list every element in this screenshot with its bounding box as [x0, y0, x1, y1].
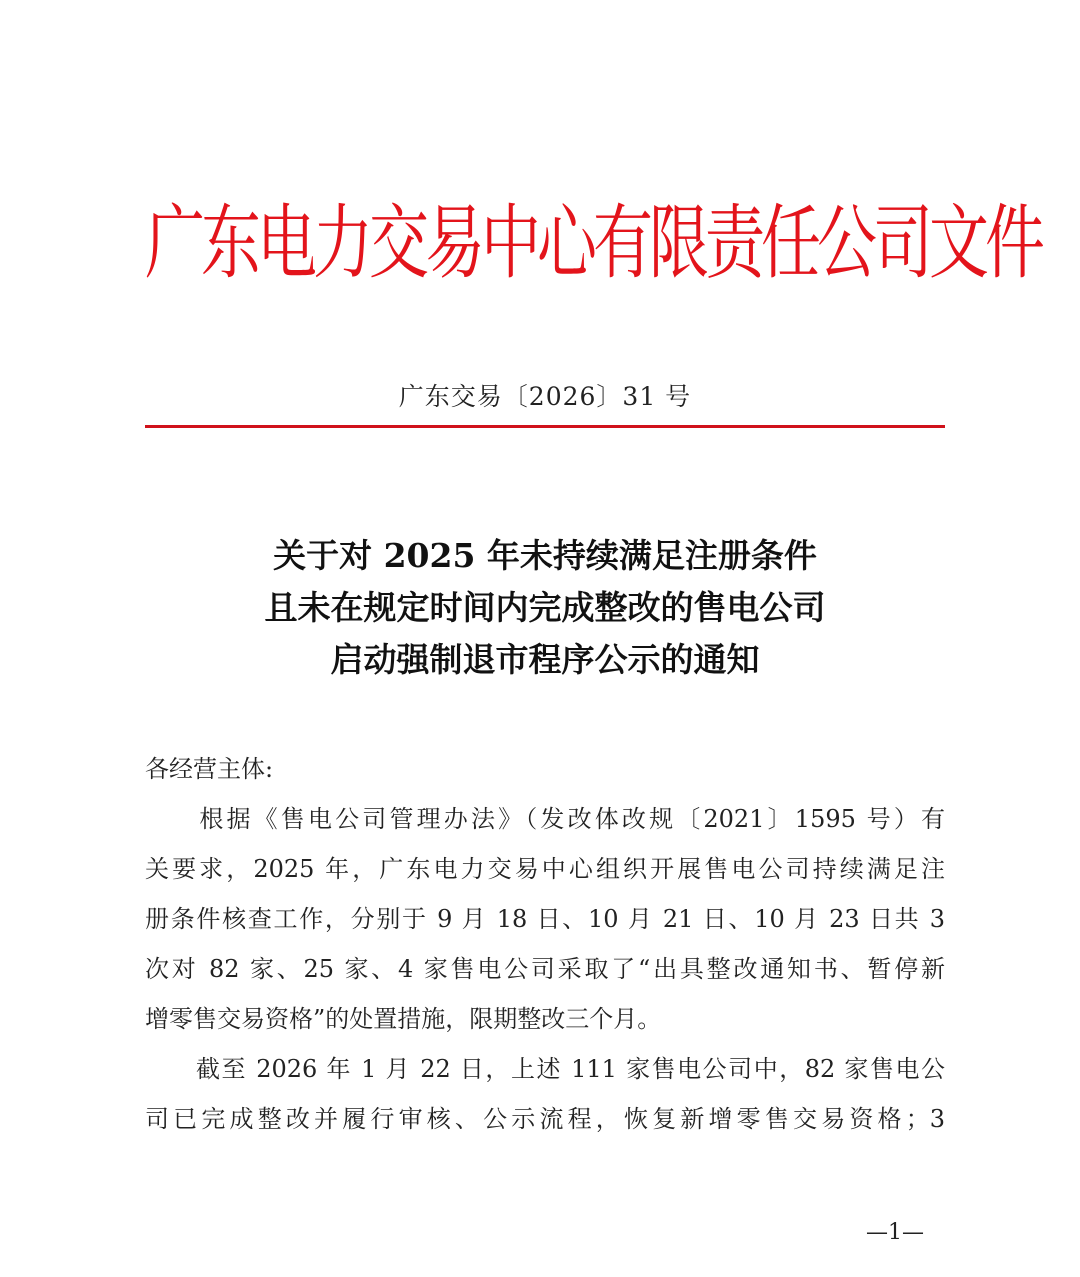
title-line-3: 启动强制退市程序公示的通知: [330, 640, 760, 679]
page-number: —1—: [866, 1220, 924, 1245]
body-line: 根据《售电公司管理办法》（发改体改规〔2021〕1595 号）有: [145, 805, 945, 833]
notice-title: [145, 530, 945, 686]
body-line: 截至 2026 年 1 月 22 日，上述 111 家售电公司中，82 家售电公: [145, 1055, 945, 1083]
body-line: 关要求，2025 年，广东电力交易中心组织开展售电公司持续满足注: [145, 855, 945, 883]
masthead-title: 广东电力交易中心有限责任公司文件: [145, 196, 1041, 292]
title-line-1: 关于对 2025 年未持续满足注册条件: [273, 536, 817, 575]
body-text: [145, 744, 945, 1144]
body-line: 司已完成整改并履行审核、公示流程，恢复新增零售交易资格；3: [145, 1105, 945, 1133]
body-line: 册条件核查工作，分别于 9 月 18 日、10 月 21 日、10 月 23 日共 3: [145, 905, 945, 933]
title-line-2: 且未在规定时间内完成整改的售电公司: [264, 588, 826, 627]
body-line: 增零售交易资格”的处置措施，限期整改三个月。: [145, 1005, 662, 1033]
body-line: 次对 82 家、25 家、4 家售电公司采取了“出具整改通知书、暂停新: [145, 955, 945, 983]
salutation: 各经营主体:: [145, 755, 274, 783]
red-divider: [145, 425, 945, 428]
document-number: 广东交易〔2026〕31 号: [398, 382, 692, 411]
